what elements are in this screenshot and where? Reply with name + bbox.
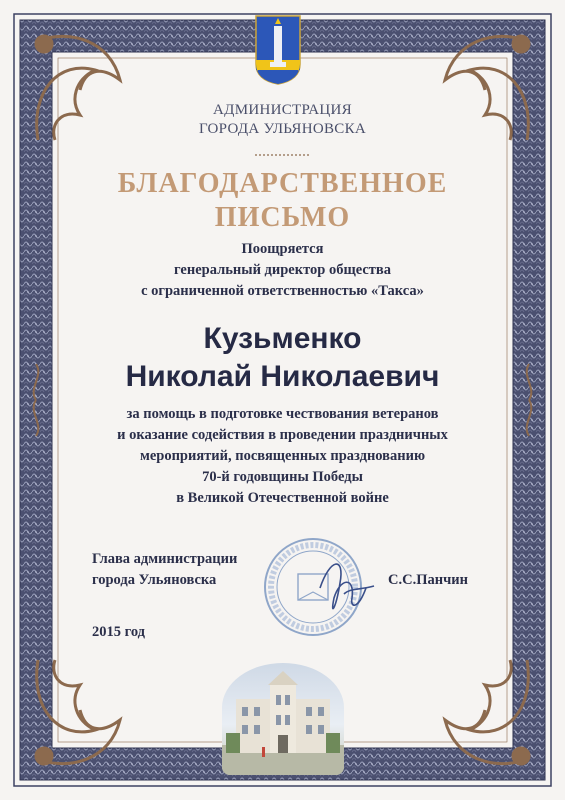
reason-line1: за помощь в подготовке чествования ветеранов bbox=[126, 406, 439, 422]
handwritten-signature-icon bbox=[300, 548, 380, 628]
recipient-surname: Кузьменко bbox=[203, 322, 362, 355]
issue-year: 2015 год bbox=[92, 624, 146, 640]
reason-line5: в Великой Отечественной войне bbox=[176, 490, 389, 506]
recipient-position-line2: с ограниченной ответственностью «Такса» bbox=[141, 283, 424, 299]
document-title-line2: ПИСЬМО bbox=[214, 202, 351, 233]
signer-role-line1: Глава администрации bbox=[92, 551, 238, 567]
reason-line3: мероприятий, посвященных празднованию bbox=[139, 448, 426, 464]
award-intro: Поощряется bbox=[241, 241, 324, 257]
signer-name: С.С.Панчин bbox=[388, 572, 468, 588]
signer-role-line2: города Ульяновска bbox=[92, 572, 217, 588]
city-hall-building-image bbox=[222, 663, 344, 775]
document-title-line1: БЛАГОДАРСТВЕННОЕ bbox=[117, 168, 448, 199]
issuer-line1: АДМИНИСТРАЦИЯ bbox=[213, 102, 352, 118]
issuer-line2: ГОРОДА УЛЬЯНОВСКА bbox=[198, 121, 367, 137]
recipient-given-names: Николай Николаевич bbox=[125, 360, 440, 393]
reason-line2: и оказание содействия в проведении праздничных bbox=[117, 427, 448, 443]
reason-line4: 70-й годовщины Победы bbox=[202, 469, 363, 485]
ulyanovsk-coat-of-arms-icon bbox=[254, 14, 302, 86]
decorative-divider bbox=[255, 150, 311, 160]
recipient-position-line1: генеральный директор общества bbox=[174, 262, 391, 278]
